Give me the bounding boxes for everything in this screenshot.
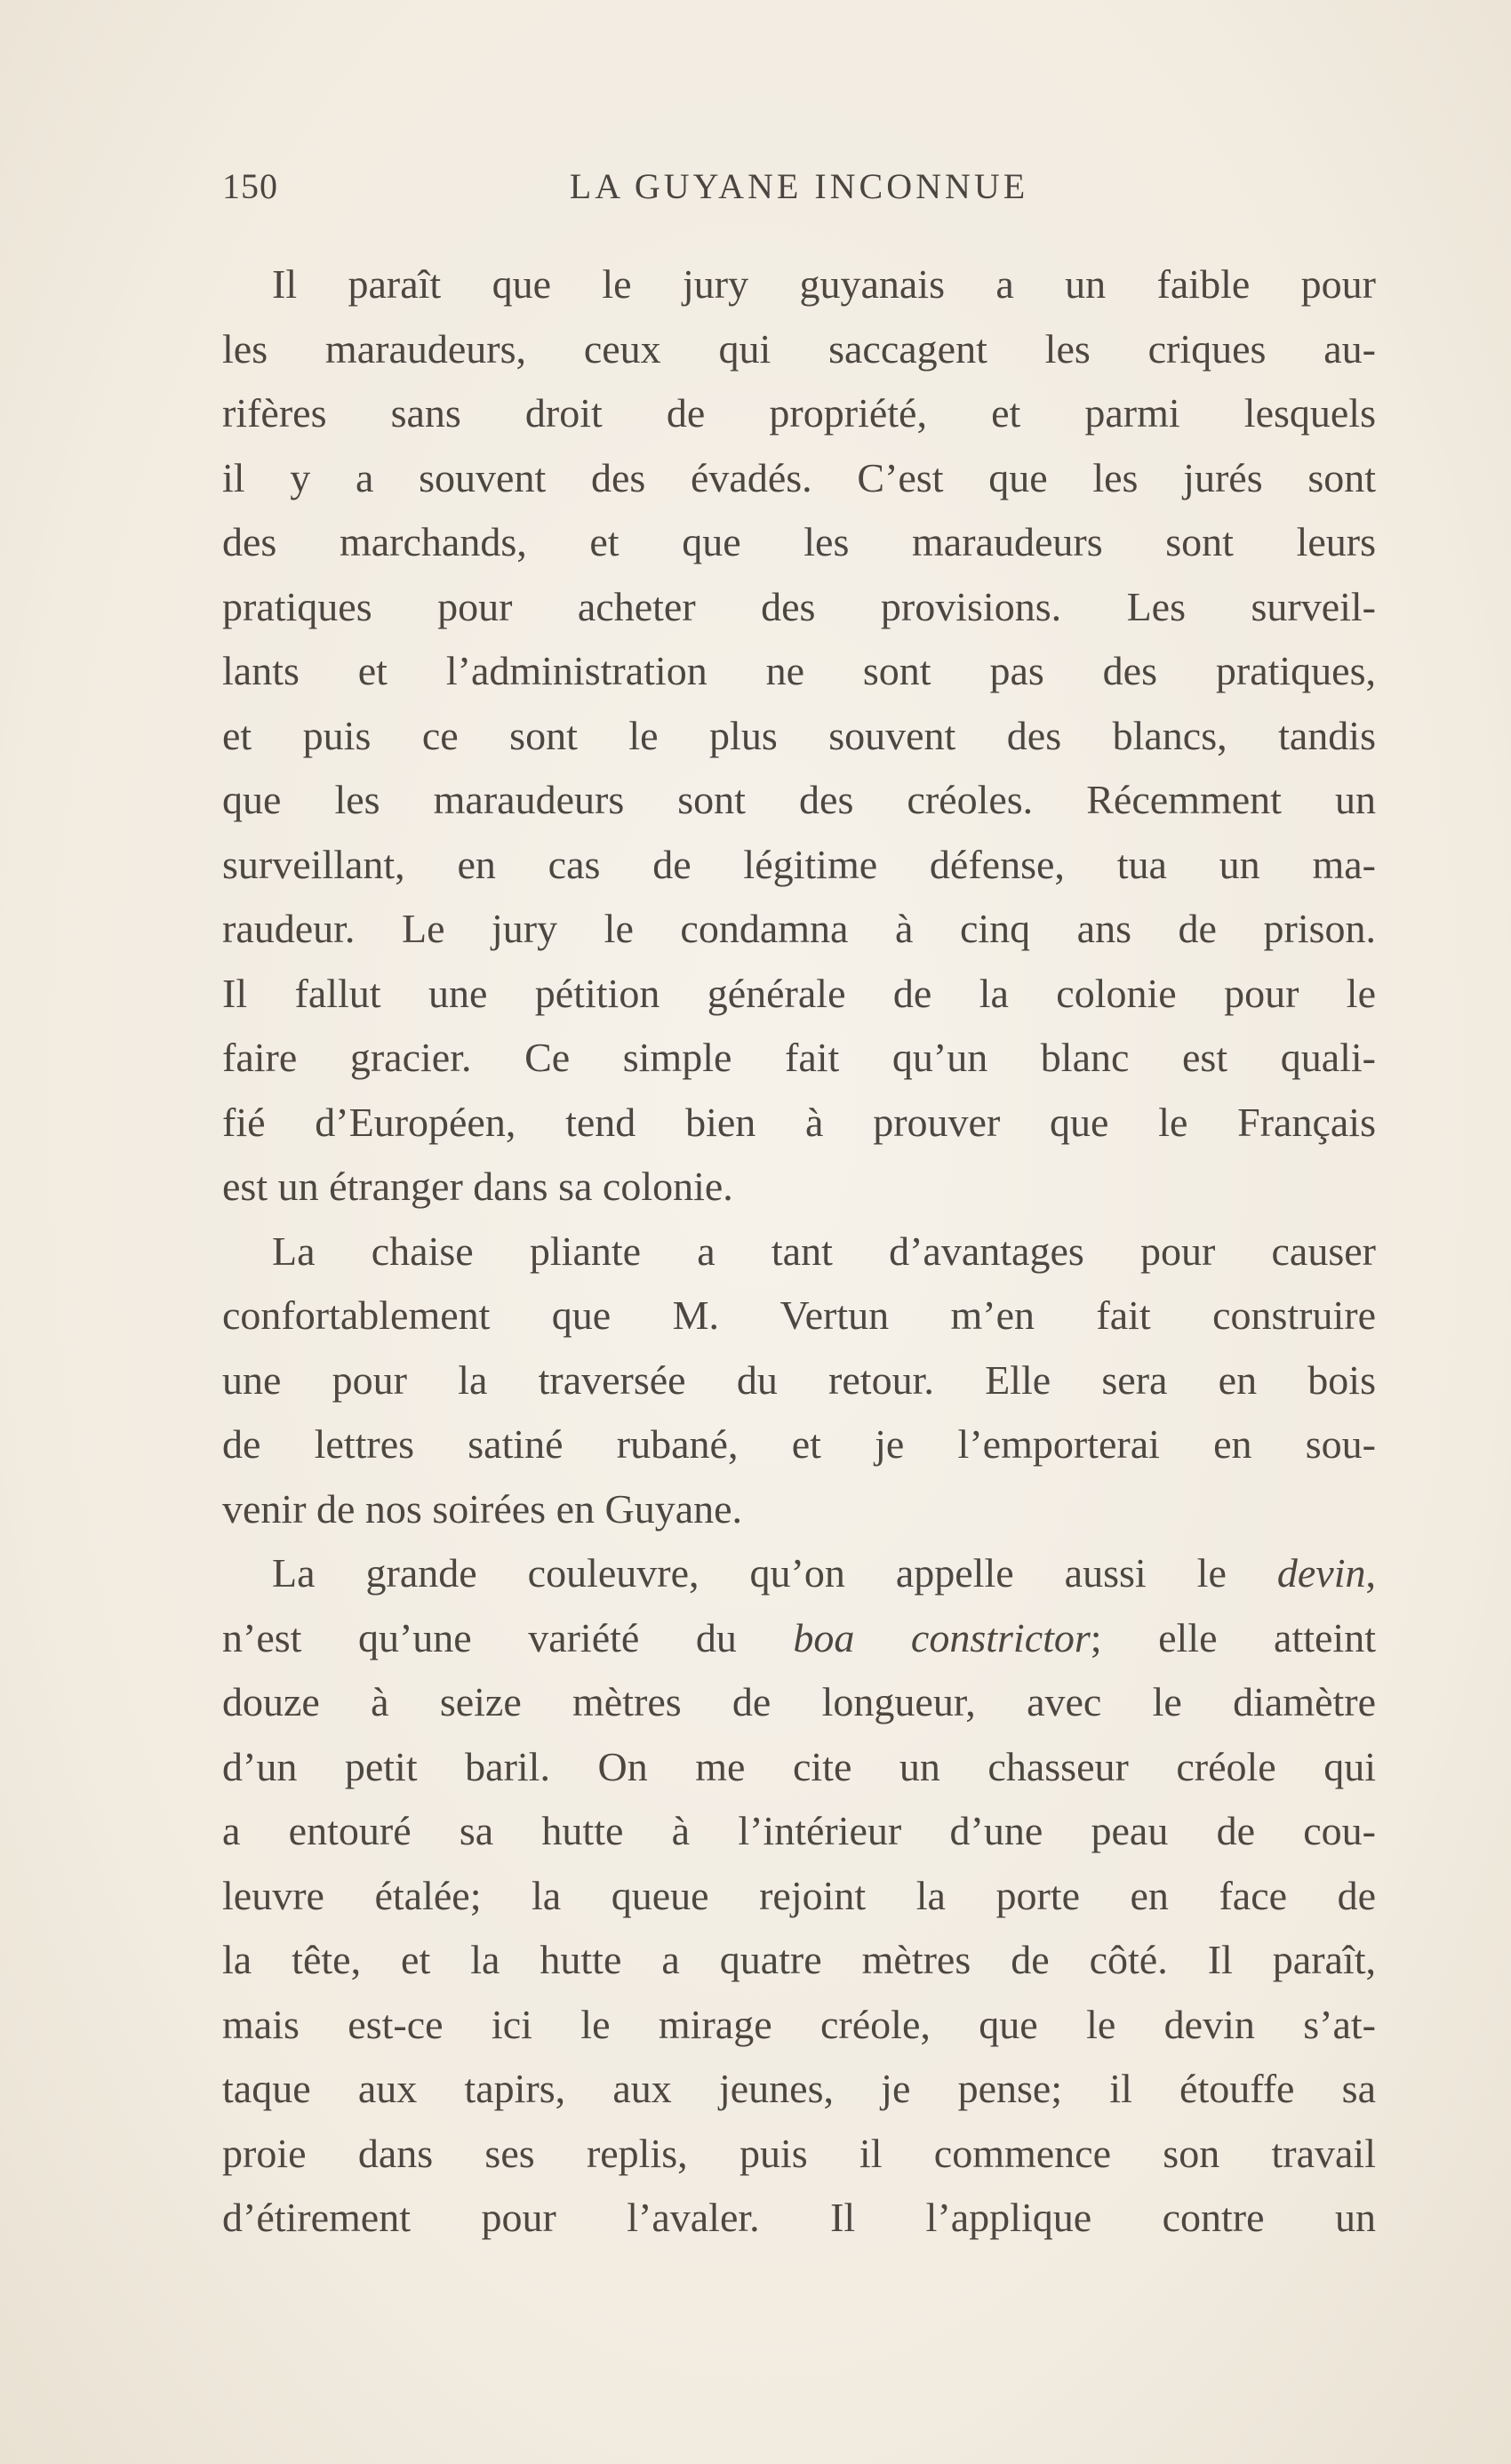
italic-term: boa constrictor xyxy=(793,1614,1091,1660)
text-line: que les maraudeurs sont des créoles. Récemment un xyxy=(222,777,1376,822)
text-line: lants et l’administration ne sont pas des pratiques, xyxy=(222,648,1376,693)
text-line: La chaise pliante a tant d’avantages pour causer xyxy=(272,1228,1376,1274)
text-line: proie dans ses replis, puis il commence son travail xyxy=(222,2130,1376,2176)
text-line: mais est-ce ici le mirage créole, que le devin s’at- xyxy=(222,2001,1376,2047)
text-line: rifères sans droit de propriété, et parmi lesquels xyxy=(222,390,1376,436)
text-line: leuvre étalée; la queue rejoint la porte en face de xyxy=(222,1872,1376,1918)
text-line: et puis ce sont le plus souvent des blancs, tandis xyxy=(222,712,1376,758)
page-number: 150 xyxy=(222,166,278,206)
text-line: douze à seize mètres de longueur, avec le diamètre xyxy=(222,1679,1376,1724)
text-line: surveillant, en cas de légitime défense, tua un ma- xyxy=(222,841,1376,887)
text-line: faire gracier. Ce simple fait qu’un blanc est quali- xyxy=(222,1035,1376,1080)
text-line: raudeur. Le jury le condamna à cinq ans de prison. xyxy=(222,906,1376,951)
text-line: a entouré sa hutte à l’intérieur d’une peau de cou- xyxy=(222,1808,1376,1853)
text-line: La grande couleuvre, qu’on appelle aussi le devin, xyxy=(272,1550,1376,1596)
text-line: la tête, et la hutte a quatre mètres de côté. Il paraît, xyxy=(222,1937,1376,1982)
text-line: Il paraît que le jury guyanais a un faible pour xyxy=(272,261,1376,307)
text-line: venir de nos soirées en Guyane. xyxy=(222,1485,743,1532)
text-line: les maraudeurs, ceux qui saccagent les criques au- xyxy=(222,325,1376,372)
text-line: d’étirement pour l’avaler. Il l’applique contre un xyxy=(222,2195,1376,2240)
text-line: pratiques pour acheter des provisions. Les surveil- xyxy=(222,583,1376,629)
text-line: taque aux tapirs, aux jeunes, je pense; il étouffe sa xyxy=(222,2066,1376,2111)
italic-term: devin xyxy=(1276,1550,1366,1596)
text-line: de lettres satiné rubané, et je l’emporterai en sou- xyxy=(222,1421,1376,1467)
text-line: confortablement que M. Vertun m’en fait construire xyxy=(222,1292,1376,1338)
page-header xyxy=(222,165,1376,219)
running-title: LA GUYANE INCONNUE xyxy=(569,166,1029,206)
text-line: Il fallut une pétition générale de la colonie pour le xyxy=(222,970,1376,1016)
text-line: fié d’Européen, tend bien à prouver que le Français xyxy=(222,1099,1376,1145)
text-line: une pour la traversée du retour. Elle sera en bois xyxy=(222,1356,1376,1403)
text-line: d’un petit baril. On me cite un chasseur créole qui xyxy=(222,1743,1376,1789)
text-line: est un étranger dans sa colonie. xyxy=(222,1164,733,1209)
body-text xyxy=(222,252,1376,2251)
text-line: il y a souvent des évadés. C’est que les jurés sont xyxy=(222,454,1376,500)
text-line: des marchands, et que les maraudeurs sont leurs xyxy=(222,519,1376,564)
text-line: n’est qu’une variété du boa constrictor; elle atteint xyxy=(222,1614,1376,1660)
